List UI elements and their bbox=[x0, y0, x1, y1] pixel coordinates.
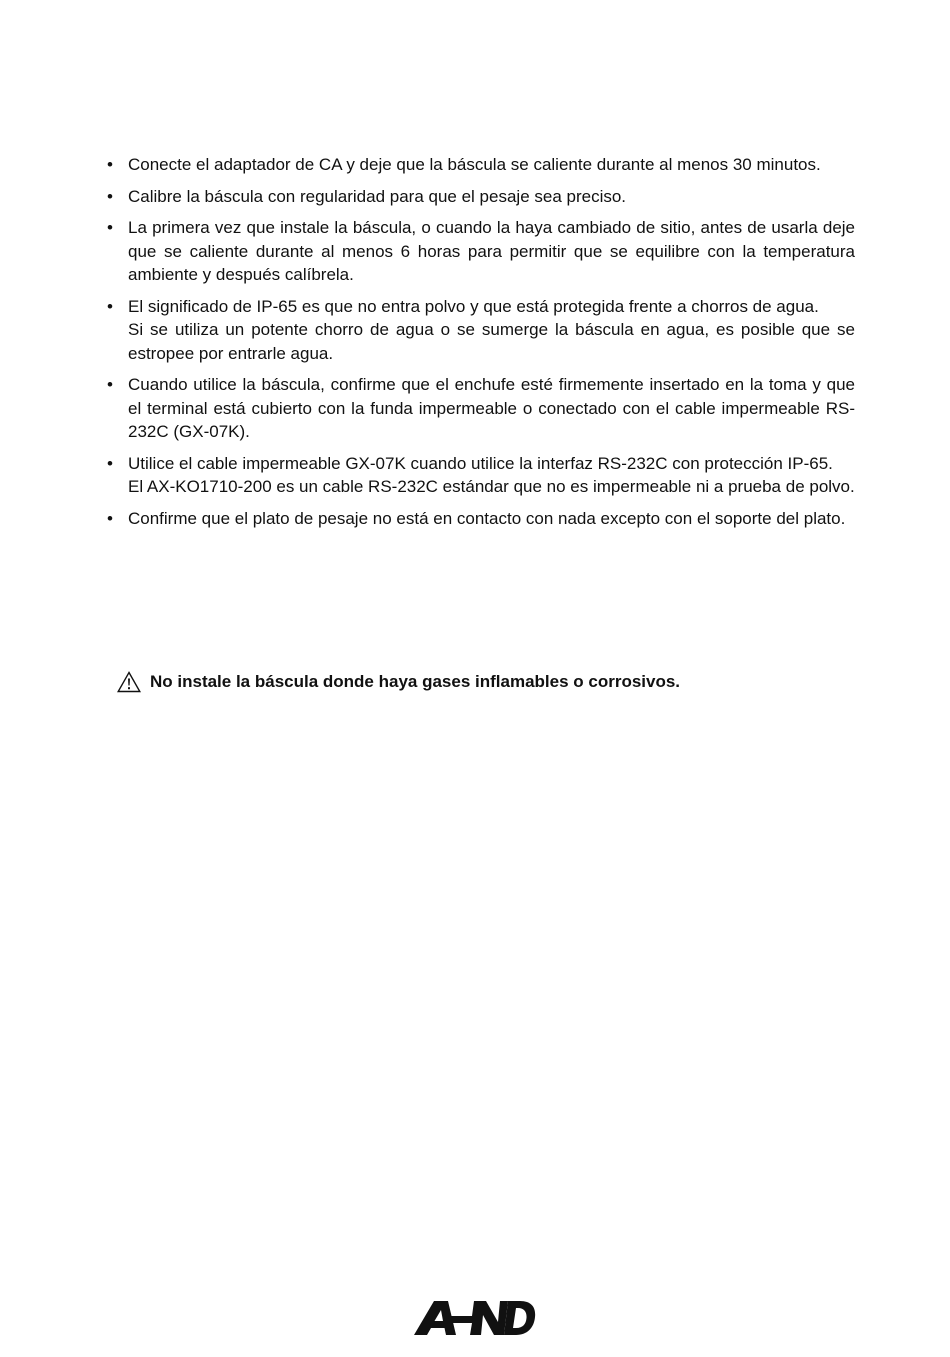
list-item bbox=[105, 153, 855, 177]
paragraph: Si se utiliza un potente chorro de agua o se sumerge la báscula en agua, es posible que se estropee por entrarle agua. bbox=[128, 320, 855, 363]
list-item bbox=[105, 295, 855, 366]
warning-note bbox=[117, 670, 680, 693]
bullet-icon: • bbox=[107, 186, 113, 206]
list-item bbox=[105, 373, 855, 444]
paragraph: El significado de IP-65 es que no entra polvo y que está protegida frente a chorros de agua. bbox=[128, 296, 819, 316]
bullet-icon: • bbox=[107, 375, 113, 394]
list-item bbox=[105, 452, 855, 499]
bullet-icon: • bbox=[107, 155, 113, 174]
paragraph: Calibre la báscula con regularidad para que el pesaje sea preciso. bbox=[128, 186, 627, 206]
bullet-icon: • bbox=[107, 453, 113, 473]
paragraph: La primera vez que instale la báscula, o cuando la haya cambiado de sitio, antes de usarla deje que se caliente durante al menos 6 horas para permitir que se equilibre con la temperatura ambiente y después calíbrela. bbox=[128, 218, 855, 284]
precautions-list bbox=[105, 153, 855, 530]
bullet-icon: • bbox=[107, 218, 113, 237]
paragraph: El AX-KO1710-200 es un cable RS-232C estándar que no es impermeable ni a prueba de polvo. bbox=[128, 477, 855, 496]
and-logo bbox=[414, 1298, 536, 1338]
list-item bbox=[105, 216, 855, 287]
paragraph: Conecte el adaptador de CA y deje que la báscula se caliente durante al menos 30 minutos. bbox=[128, 155, 821, 174]
list-item bbox=[105, 185, 855, 209]
paragraph: Confirme que el plato de pesaje no está en contacto con nada excepto con el soporte del plato. bbox=[128, 508, 846, 528]
paragraph: Cuando utilice la báscula, confirme que el enchufe esté firmemente insertado en la toma y que el terminal está cubierto con la funda impermeable o conectado con el cable impermeable RS-232C (GX-07K). bbox=[128, 375, 855, 441]
paragraph: Utilice el cable impermeable GX-07K cuando utilice la interfaz RS-232C con protección IP-65. bbox=[128, 453, 833, 473]
bullet-icon: • bbox=[107, 296, 113, 316]
document-body bbox=[105, 153, 855, 538]
bullet-icon: • bbox=[107, 508, 113, 528]
warning-text: No instale la báscula donde haya gases inflamables o corrosivos. bbox=[150, 672, 681, 691]
list-item bbox=[105, 507, 855, 531]
warning-triangle-icon bbox=[117, 671, 141, 693]
